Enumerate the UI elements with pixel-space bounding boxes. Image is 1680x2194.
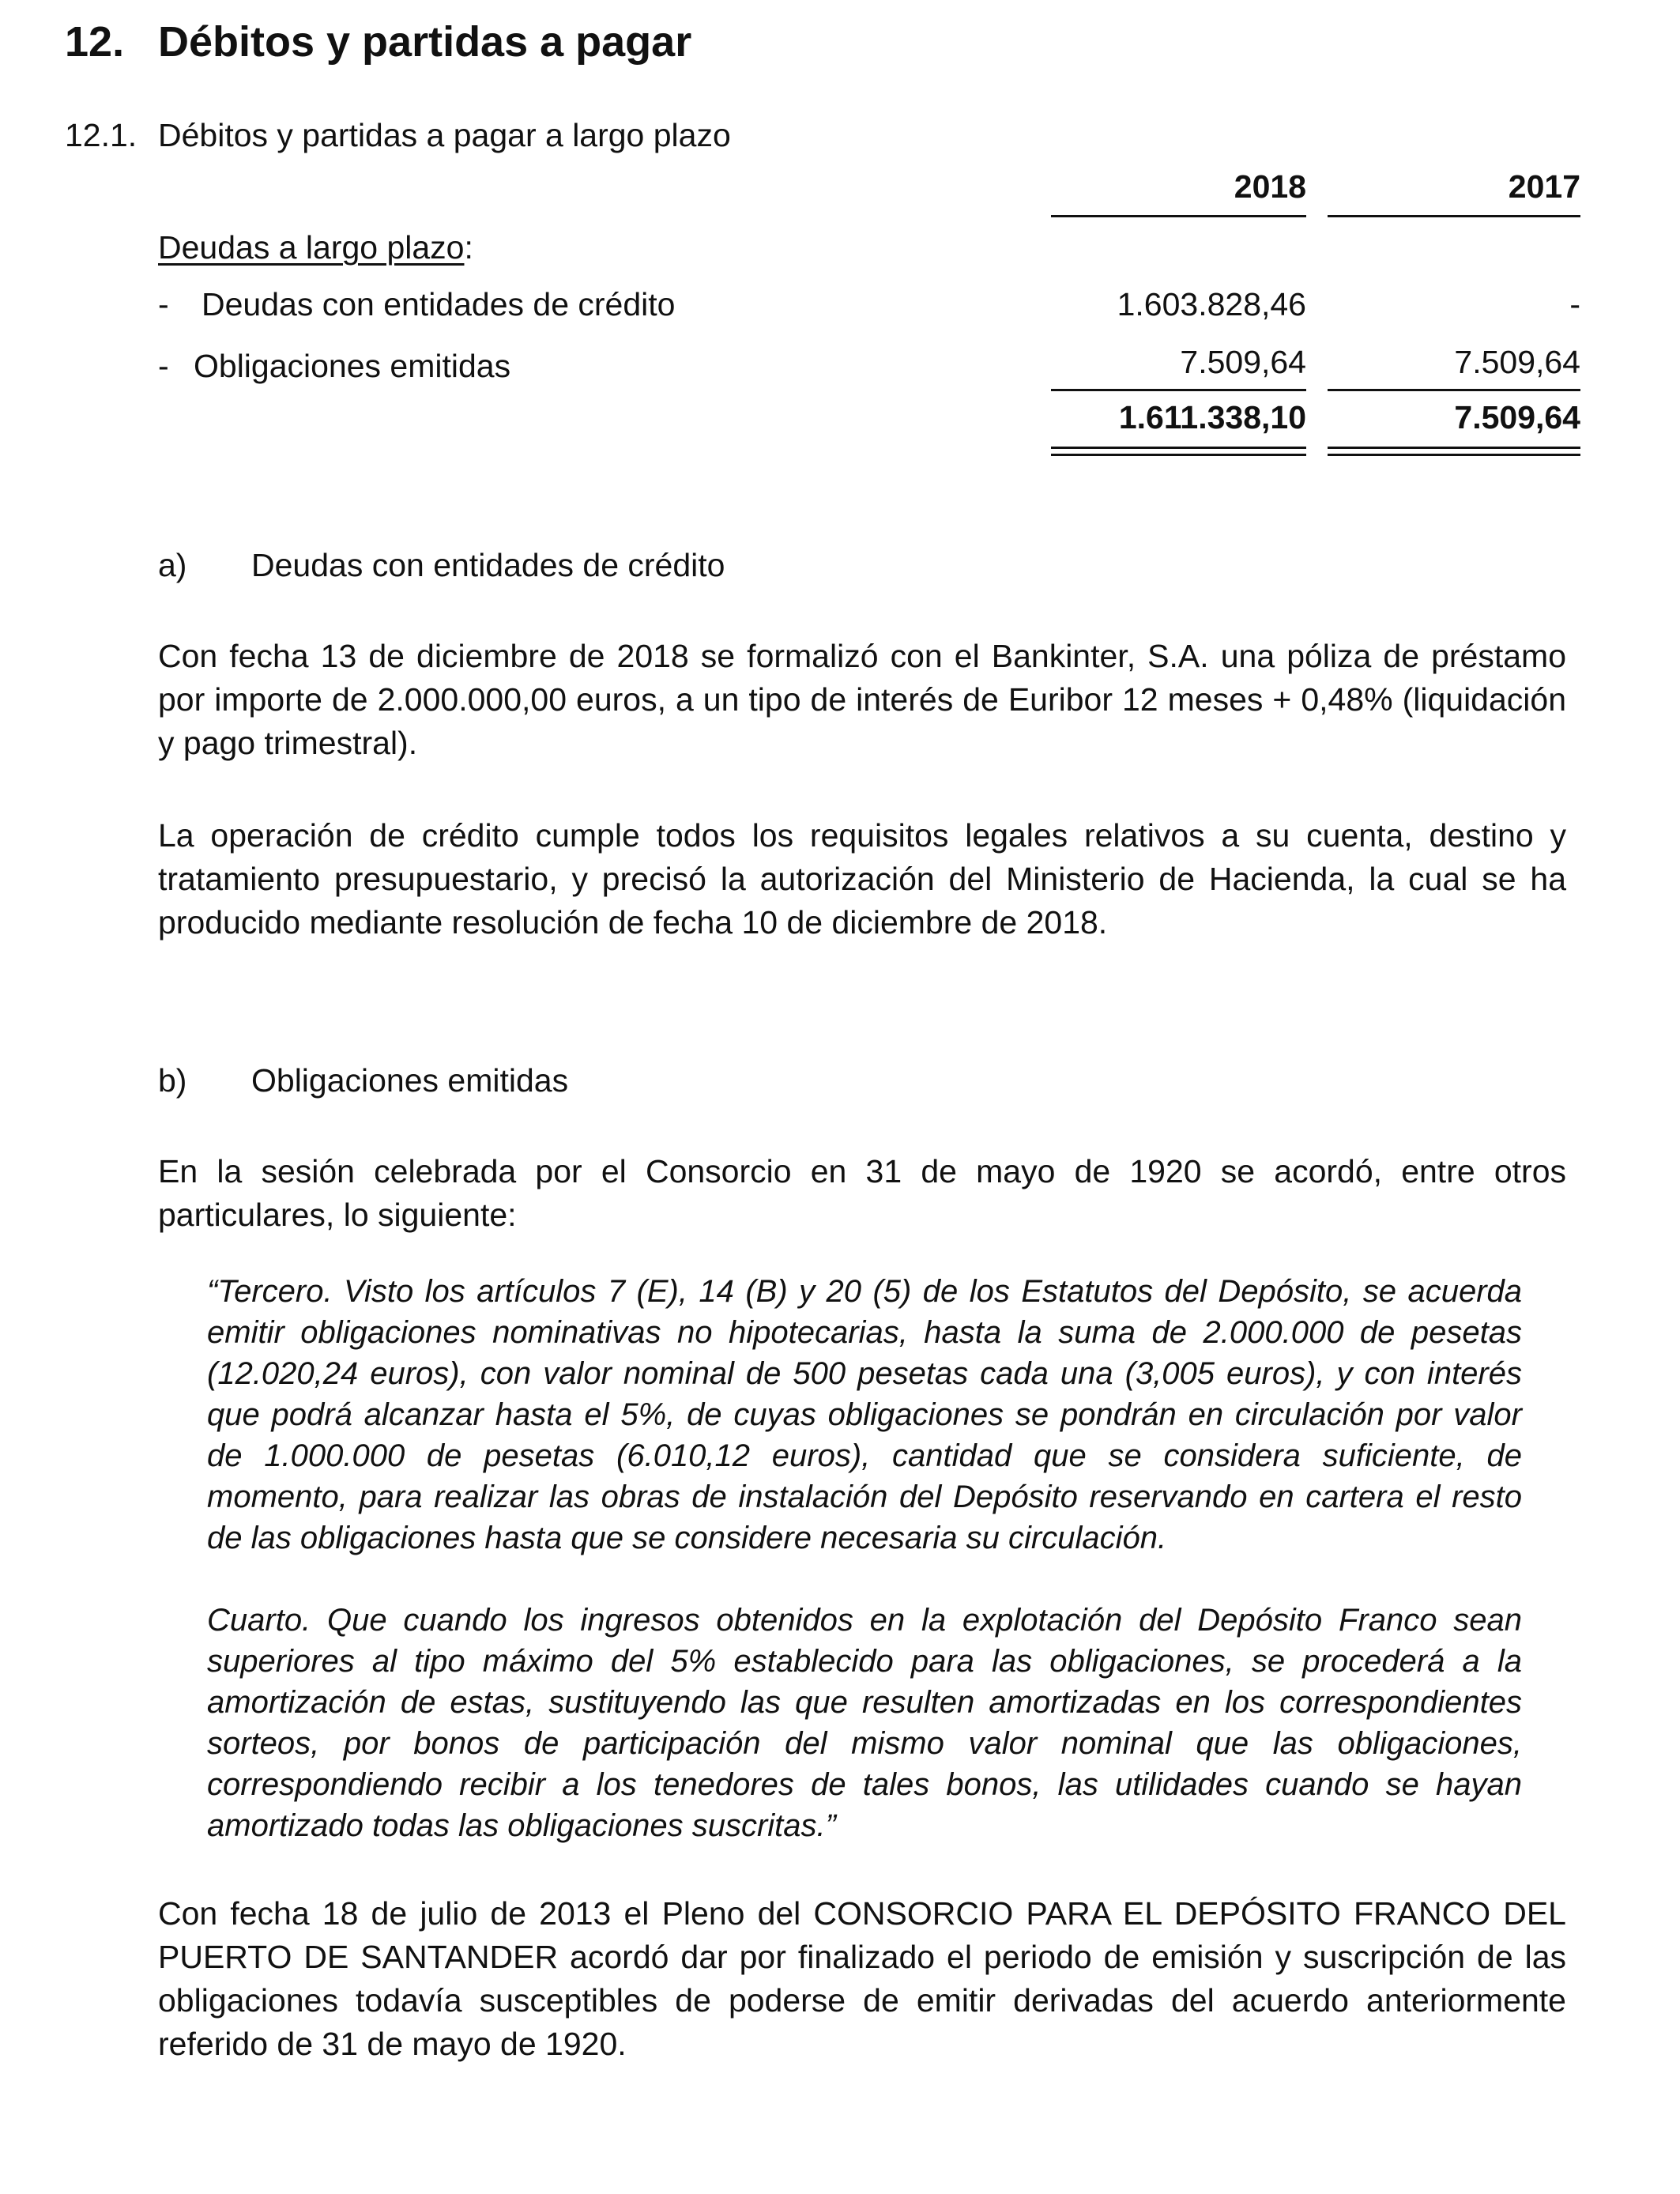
part-a-marker: a) xyxy=(158,547,187,583)
row-value-2017: - xyxy=(1569,286,1580,322)
section-number: 12. xyxy=(65,18,125,66)
table-group-label xyxy=(158,229,473,266)
subsection-title: Débitos y partidas a pagar a largo plazo xyxy=(158,117,731,153)
total-double-rule-2017-a xyxy=(1328,447,1580,449)
part-b-marker: b) xyxy=(158,1062,187,1099)
total-double-rule-2018-b xyxy=(1051,454,1306,456)
total-double-rule-2017-b xyxy=(1328,454,1580,456)
row-dash: - xyxy=(158,348,169,384)
subsection-number: 12.1. xyxy=(65,117,137,153)
group-label-suffix: : xyxy=(464,229,473,266)
subtotal-rule-2017 xyxy=(1328,389,1580,391)
closing-paragraph: Con fecha 18 de julio de 2013 el Pleno del CONSORCIO PARA EL DEPÓSITO FRANCO DEL PUERTO DE SANTANDER acordó dar por finalizado el periodo de emisión y suscripción de las obligaciones todavía susceptibles de poderse de emitir derivadas del acuerdo anteriormente referido de 31 de mayo de 1920. xyxy=(158,1895,1566,2062)
part-a-heading xyxy=(158,547,725,584)
year-header-2017: 2017 xyxy=(1508,168,1580,205)
part-a-paragraph-1: Con fecha 13 de diciembre de 2018 se formalizó con el Bankinter, S.A. una póliza de préstamo por importe de 2.000.000,00 euros, a un tipo de interés de Euribor 12 meses + 0,48% (liquidación y pago trimestral). xyxy=(158,638,1566,761)
total-value-2017: 7.509,64 xyxy=(1454,399,1580,435)
row-label-text: Obligaciones emitidas xyxy=(194,348,511,384)
group-label-text: Deudas a largo plazo xyxy=(158,229,465,266)
part-b-intro: En la sesión celebrada por el Consorcio en 31 de mayo de 1920 se acordó, entre otros particulares, lo siguiente: xyxy=(158,1153,1566,1233)
section-heading xyxy=(65,17,691,66)
part-b-heading xyxy=(158,1062,568,1099)
total-double-rule-2018-a xyxy=(1051,447,1306,449)
subsection-heading xyxy=(65,117,731,154)
total-value-2018: 1.611.338,10 xyxy=(1118,399,1306,435)
quote-cuarto: Cuarto. Que cuando los ingresos obtenidos en la explotación del Depósito Franco sean superiores al tipo máximo del 5% establecido para las obligaciones, se procederá a la amortización de estas, sustituyendo las que resulten amortizadas en los correspondientes sorteos, por bonos de participación del mismo valor nominal que las obligaciones, correspondiendo recibir a los tenedores de tales bonos, las utilidades cuando se hayan amortizado todas las obligaciones suscritas.” xyxy=(207,1603,1522,1843)
year-header-2018: 2018 xyxy=(1234,168,1306,205)
part-a-paragraph-2: La operación de crédito cumple todos los requisitos legales relativos a su cuenta, destino y tratamiento presupuestario, y precisó la autorización del Ministerio de Hacienda, la cual se ha producido mediante resolución de fecha 10 de diciembre de 2018. xyxy=(158,817,1566,941)
table-row-label xyxy=(158,348,510,385)
table-row-label xyxy=(158,286,675,323)
section-title: Débitos y partidas a pagar xyxy=(158,18,692,66)
quote-tercero: “Tercero. Visto los artículos 7 (E), 14 (B) y 20 (5) de los Estatutos del Depósito, se acuerda emitir obligaciones nominativas no hipotecarias, hasta la suma de 2.000.000 de pesetas (12.020,24 euros), con valor nominal de 500 pesetas cada una (3,005 euros), y con interés que podrá alcanzar hasta el 5%, de cuyas obligaciones se pondrán en circulación por valor de 1.000.000 de pesetas (6.010,12 euros), cantidad que se considera suficiente, de momento, para realizar las obras de instalación del Depósito reservando en cartera el resto de las obligaciones hasta que se considere necesaria su circulación. xyxy=(207,1274,1522,1555)
header-rule-2017 xyxy=(1328,215,1580,217)
row-value-2017: 7.509,64 xyxy=(1454,344,1580,380)
part-a-title: Deudas con entidades de crédito xyxy=(251,547,725,583)
row-dash: - xyxy=(158,286,169,322)
subtotal-rule-2018 xyxy=(1051,389,1306,391)
part-b-title: Obligaciones emitidas xyxy=(251,1062,569,1099)
row-value-2018: 1.603.828,46 xyxy=(1117,286,1306,322)
header-rule-2018 xyxy=(1051,215,1306,217)
row-label-text: Deudas con entidades de crédito xyxy=(202,286,676,322)
row-value-2018: 7.509,64 xyxy=(1180,344,1306,380)
